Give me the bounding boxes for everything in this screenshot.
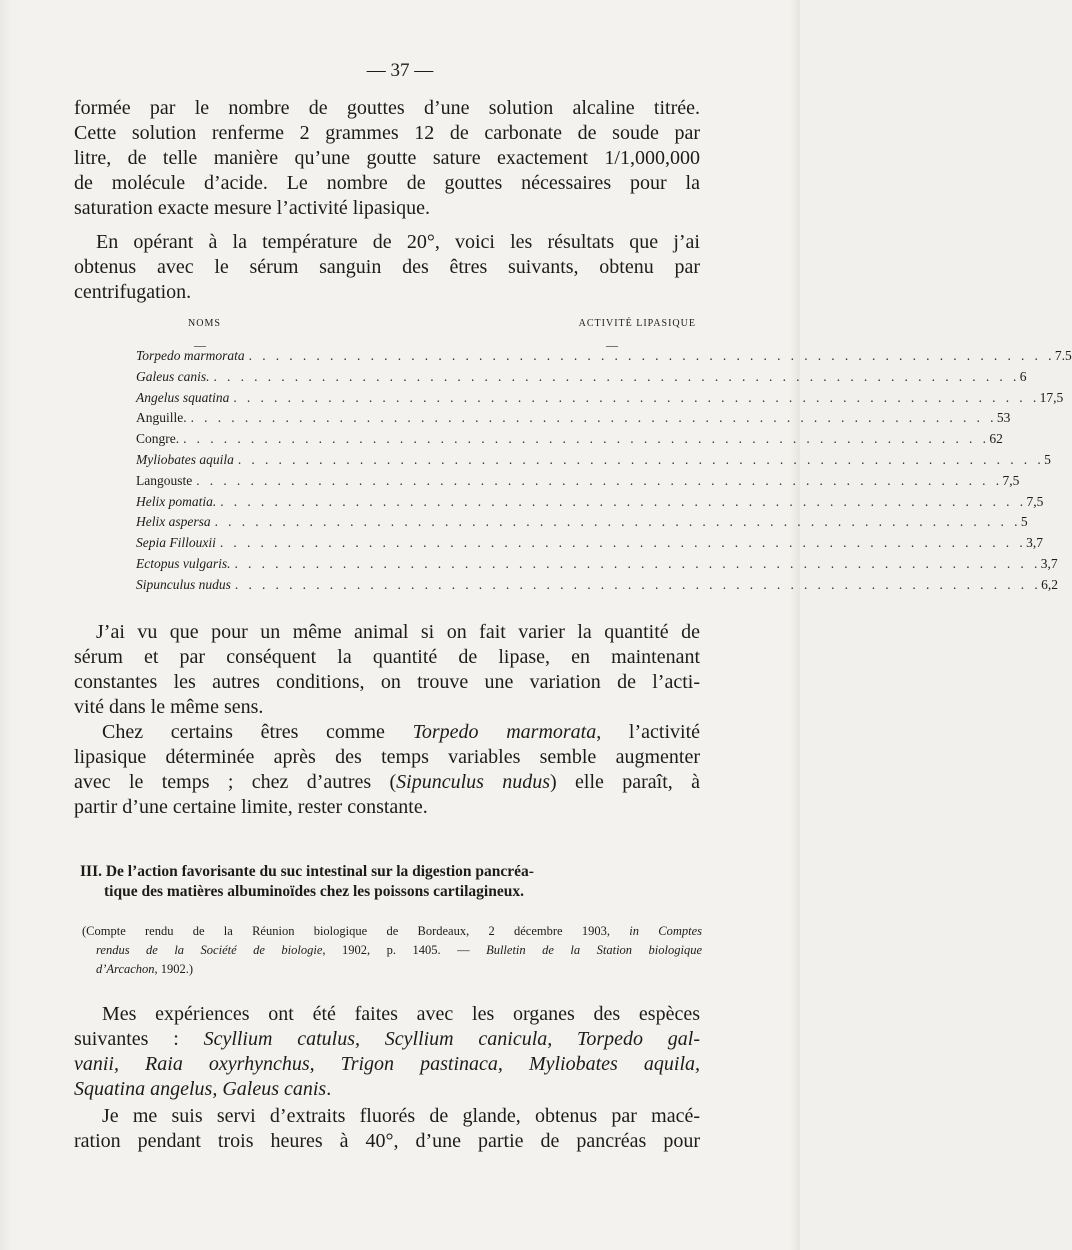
text-line: Squatina angelus, Galeus canis. bbox=[74, 1078, 332, 1100]
text-line: obtenus avec le sérum sanguin des êtres suivants, obtenu par bbox=[74, 256, 700, 278]
paragraph-3 bbox=[74, 620, 700, 720]
activity-value: 17,5 bbox=[1039, 389, 1064, 405]
section-heading: III. De l’action favorisante du suc intestinal sur la digestion pancréa- tique des matières albuminoïdes chez les poissons cartilagineux. bbox=[80, 863, 534, 900]
activity-value: 7,5 bbox=[1002, 472, 1020, 488]
text-line: avec le temps ; chez d’autres (Sipunculus nudus) elle paraît, à bbox=[74, 771, 700, 793]
text-line: de molécule d’acide. Le nombre de gouttes nécessaires pour la bbox=[74, 172, 700, 194]
species-name: Torpedo marmorata bbox=[136, 348, 245, 363]
species-name: Congre. bbox=[136, 431, 180, 447]
text-line: constantes les autres conditions, on trouve une variation de l’acti- bbox=[74, 671, 700, 693]
table-row bbox=[136, 535, 1043, 556]
text-line: formée par le nombre de gouttes d’une solution alcaline titrée. bbox=[74, 97, 700, 119]
leader-dots: . . . . . . . . . . . . . . . . . . . . . . . . . . . . . . . . . . . . . . . . . . . . . . . . . . . . . . . . . . . . bbox=[213, 368, 1020, 384]
leader-dots: . . . . . . . . . . . . . . . . . . . . . . . . . . . . . . . . . . . . . . . . . . . . . . . . . . . . . . . . . . . . bbox=[234, 555, 1041, 571]
column-header-names: NOMS bbox=[188, 318, 221, 329]
column-header-activity: ACTIVITÉ LIPASIQUE bbox=[578, 318, 696, 329]
leader-dots: . . . . . . . . . . . . . . . . . . . . . . . . . . . . . . . . . . . . . . . . . . . . . . . . . . . . . . . . . . . . bbox=[183, 431, 990, 447]
table-row bbox=[136, 493, 1044, 515]
species-name: Sipunculus nudus bbox=[396, 771, 551, 793]
leader-dots: . . . . . . . . . . . . . . . . . . . . . . . . . . . . . . . . . . . . . . . . . . . . . . . . . . . . . . . . . . . . bbox=[190, 410, 997, 426]
table-row bbox=[136, 348, 1072, 369]
table-row bbox=[136, 410, 1011, 431]
activity-value: 6,2 bbox=[1041, 576, 1058, 592]
leader-dots: . . . . . . . . . . . . . . . . . . . . . . . . . . . . . . . . . . . . . . . . . . . . . . . . . . . . . . . . . . . . bbox=[196, 472, 1003, 488]
paragraph-5 bbox=[74, 1002, 700, 1102]
paragraph-4 bbox=[74, 720, 700, 820]
paragraph-1 bbox=[74, 96, 700, 221]
activity-value: 7.5 bbox=[1054, 348, 1072, 363]
text-line: litre, de telle manière qu’une goutte sature exactement 1/1,000,000 bbox=[74, 147, 700, 169]
citation-note: (Compte rendu de la Réunion biologique de Bordeaux, 2 décembre 1903, in Comptes rendus de la Société de biologie, 1902, p. 1405. — Bulletin de la Station biologique d’Arcachon, 1902.) bbox=[82, 924, 702, 976]
species-name: Torpedo marmorata bbox=[412, 721, 597, 743]
table-row bbox=[136, 576, 1058, 598]
text-line: sérum et par conséquent la quantité de lipase, en maintenant bbox=[74, 646, 700, 668]
text-line: En opérant à la température de 20°, voici les résultats que j’ai bbox=[96, 231, 700, 253]
species-name: Helix pomatia. bbox=[136, 493, 217, 509]
text-line: Chez certains êtres comme Torpedo marmorata, l’activité bbox=[102, 721, 700, 743]
text-line: centrifugation. bbox=[74, 281, 192, 303]
activity-value: 62 bbox=[989, 431, 1003, 447]
activity-value: 7,5 bbox=[1026, 493, 1044, 509]
table-row bbox=[136, 431, 1003, 452]
species-name: Angelus squatina bbox=[136, 389, 230, 405]
leader-dots: . . . . . . . . . . . . . . . . . . . . . . . . . . . . . . . . . . . . . . . . . . . . . . . . . . . . . . . . . . . . bbox=[248, 348, 1055, 363]
table-row bbox=[136, 451, 1051, 473]
text-line: Cette solution renferme 2 grammes 12 de carbonate de soude par bbox=[74, 122, 700, 144]
text-line: Je me suis servi d’extraits fluorés de glande, obtenus par macé- bbox=[102, 1105, 700, 1127]
header-dash: — bbox=[606, 338, 618, 352]
species-name: Langouste bbox=[136, 472, 193, 488]
page-number: — 37 — bbox=[366, 60, 434, 81]
activity-value: 3,7 bbox=[1026, 535, 1043, 551]
text-line: suivantes : Scyllium catulus, Scyllium canicula, Torpedo gal- bbox=[74, 1028, 700, 1050]
text-line: J’ai vu que pour un même animal si on fait varier la quantité de bbox=[96, 621, 700, 643]
text-line: Mes expériences ont été faites avec les organes des espèces bbox=[102, 1003, 700, 1025]
activity-value: 5 bbox=[1044, 451, 1051, 467]
leader-dots: . . . . . . . . . . . . . . . . . . . . . . . . . . . . . . . . . . . . . . . . . . . . . . . . . . . . . . . . . . . . bbox=[214, 514, 1021, 530]
text-line: ration pendant trois heures à 40°, d’une partie de pancréas pour bbox=[74, 1130, 700, 1152]
leader-dots: . . . . . . . . . . . . . . . . . . . . . . . . . . . . . . . . . . . . . . . . . . . . . . . . . . . . . . . . . . . . bbox=[220, 493, 1027, 509]
table-row bbox=[136, 389, 1064, 411]
text-line: vanii, Raia oxyrhynchus, Trigon pastinaca, Myliobates aquila, bbox=[74, 1053, 700, 1075]
activity-value: 53 bbox=[996, 410, 1011, 426]
activity-value: 5 bbox=[1020, 514, 1028, 530]
activity-value: 3,7 bbox=[1040, 555, 1058, 571]
text-line: vité dans le même sens. bbox=[74, 696, 264, 718]
text-line: partir d’une certaine limite, rester constante. bbox=[74, 796, 428, 818]
lipase-table bbox=[136, 348, 1072, 598]
table-row bbox=[136, 555, 1058, 577]
table-row bbox=[136, 472, 1020, 494]
leader-dots: . . . . . . . . . . . . . . . . . . . . . . . . . . . . . . . . . . . . . . . . . . . . . . . . . . . . . . . . . . . . bbox=[219, 535, 1027, 551]
table-row bbox=[136, 514, 1028, 535]
species-name: Galeus canis. bbox=[136, 368, 210, 384]
leader-dots: . . . . . . . . . . . . . . . . . . . . . . . . . . . . . . . . . . . . . . . . . . . . . . . . . . . . . . . . . . . . bbox=[237, 451, 1045, 467]
species-name: Sepia Fillouxii bbox=[136, 535, 216, 551]
text-line: lipasique déterminée après des temps variables semble augmenter bbox=[74, 746, 700, 768]
text-line: saturation exacte mesure l’activité lipasique. bbox=[74, 197, 430, 219]
header-dash: — bbox=[194, 338, 206, 352]
species-name: Myliobates aquila bbox=[136, 451, 234, 467]
species-name: Ectopus vulgaris. bbox=[136, 555, 231, 571]
paragraph-6 bbox=[74, 1104, 700, 1154]
species-name: Sipunculus nudus bbox=[136, 576, 231, 592]
leader-dots: . . . . . . . . . . . . . . . . . . . . . . . . . . . . . . . . . . . . . . . . . . . . . . . . . . . . . . . . . . . . bbox=[233, 389, 1040, 405]
leader-dots: . . . . . . . . . . . . . . . . . . . . . . . . . . . . . . . . . . . . . . . . . . . . . . . . . . . . . . . . . . . . bbox=[234, 576, 1042, 592]
activity-value: 6 bbox=[1019, 368, 1027, 384]
species-name: Anguille. bbox=[136, 410, 187, 426]
paragraph-2 bbox=[74, 230, 700, 305]
species-name: Helix aspersa bbox=[136, 514, 211, 530]
table-row bbox=[136, 368, 1027, 390]
